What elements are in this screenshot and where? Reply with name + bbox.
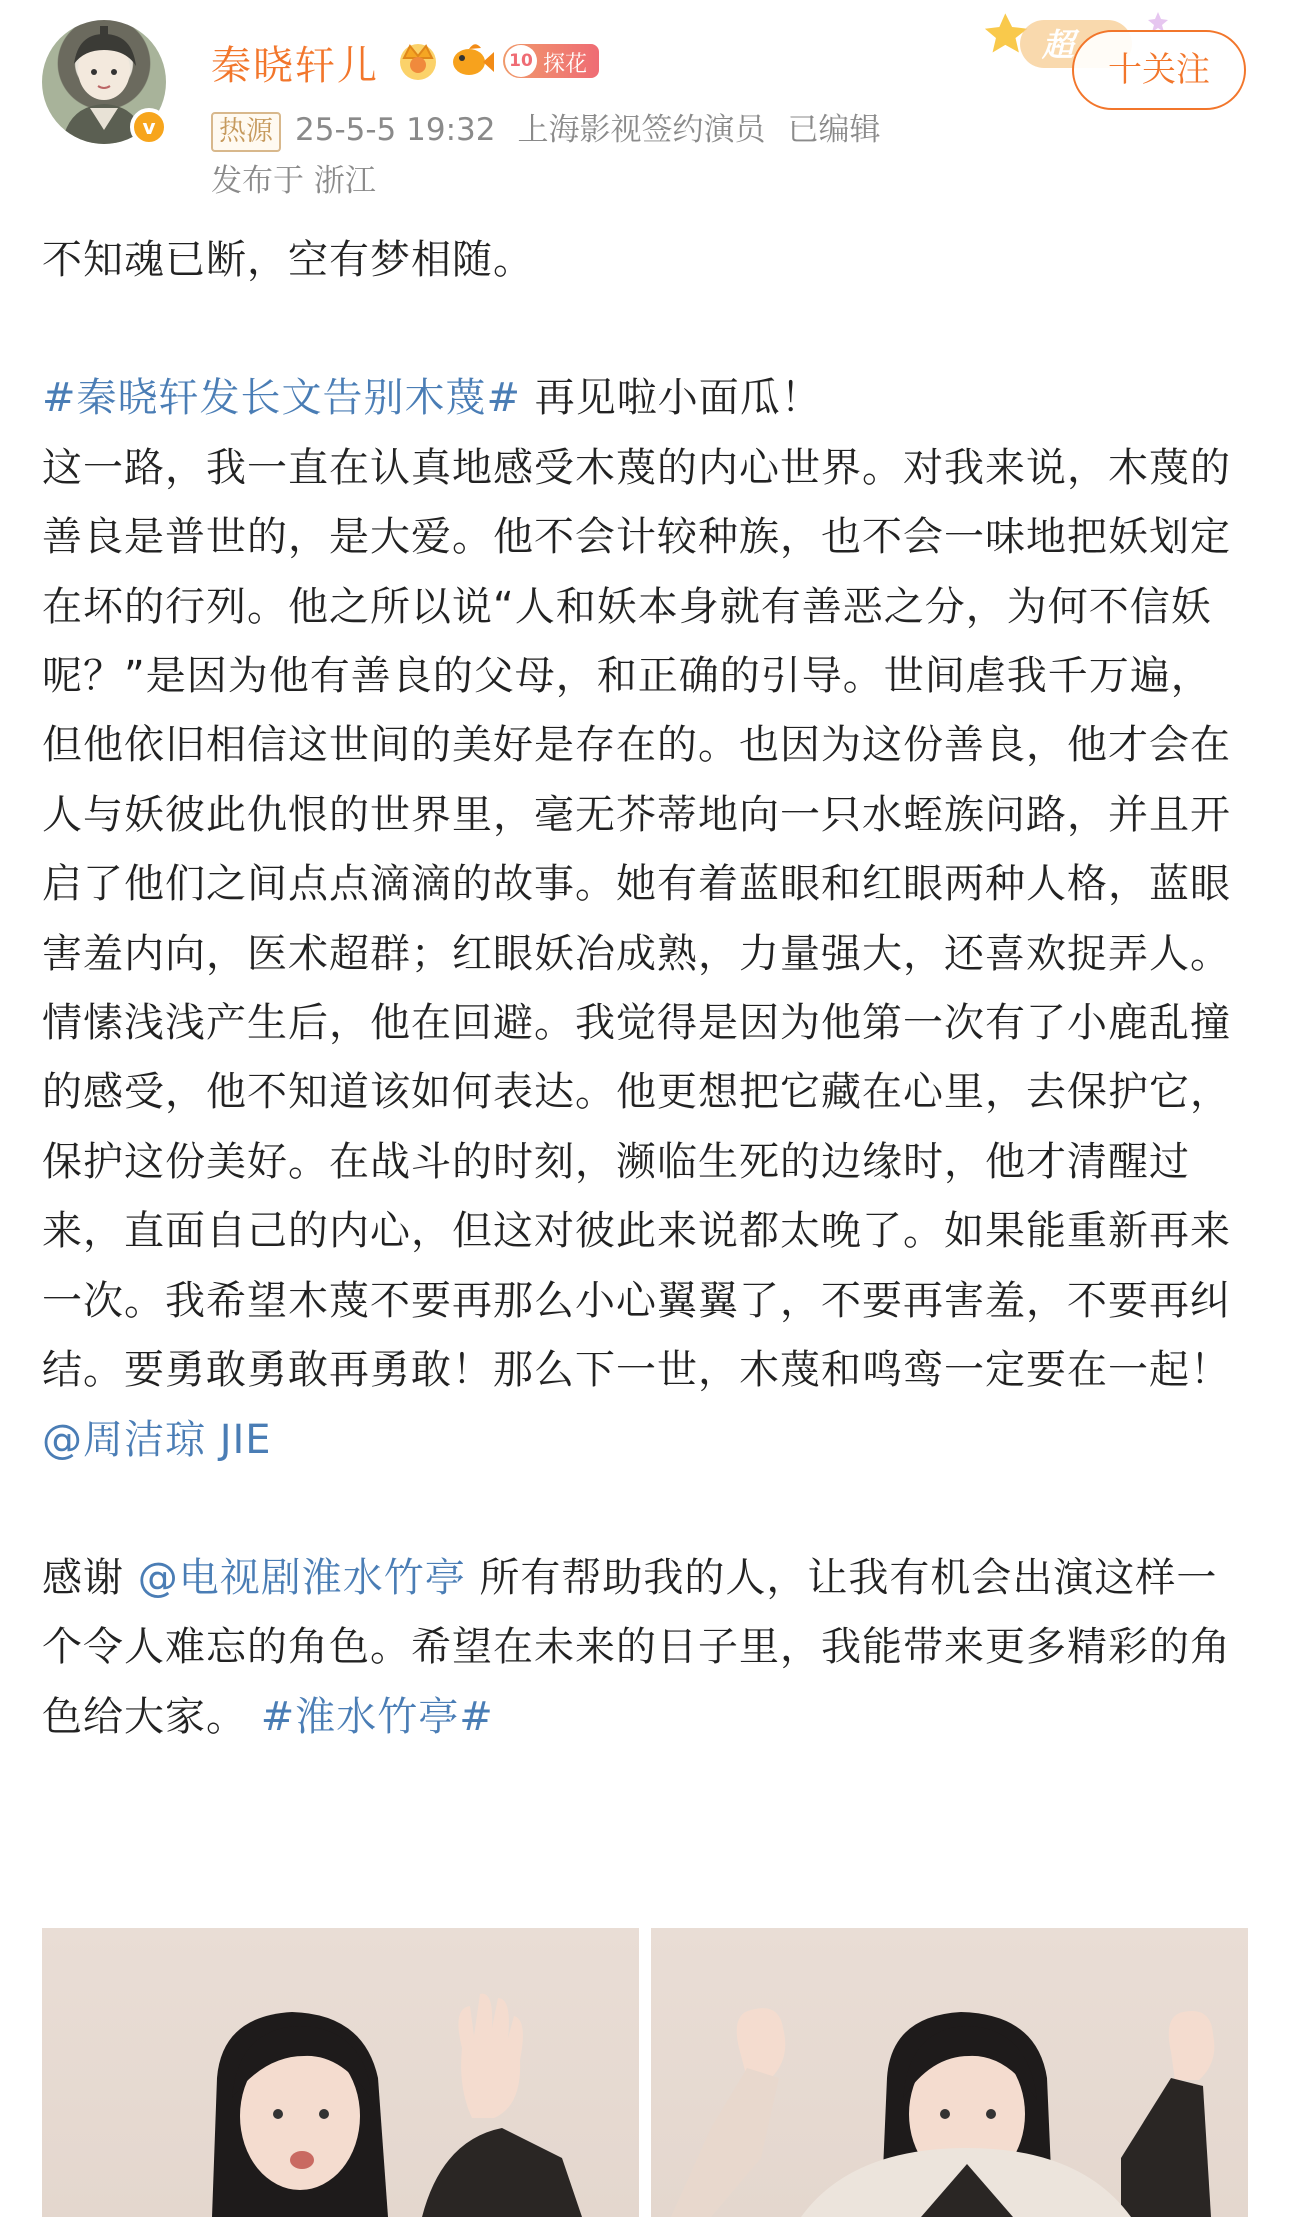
- username[interactable]: 秦晓轩儿: [211, 43, 379, 89]
- verified-icon: v: [130, 108, 168, 146]
- post-header: [0, 0, 1290, 210]
- post-content: [42, 226, 1252, 1752]
- photo-grid: [42, 1928, 1248, 2217]
- hashtag-suffix-text: 再见啦小面瓜！: [521, 375, 822, 422]
- thanks-body: 所有帮助我的人，让我有机会出演这样一个令人难忘的角色。希望在未来的日子里，我能带来更多精彩的角色给大家。: [42, 1554, 1231, 1740]
- hashtag-link[interactable]: #淮水竹亭#: [260, 1693, 494, 1740]
- honor-label: 探花: [543, 52, 588, 77]
- level-number: 10: [505, 45, 537, 77]
- post-timestamp: 25-5-5 19:32: [295, 112, 496, 148]
- author-title: 上海影视签约演员: [517, 112, 766, 148]
- thanks-prefix: 感谢: [42, 1554, 138, 1601]
- mention-link[interactable]: @电视剧淮水竹亭: [137, 1554, 466, 1601]
- mention-link[interactable]: @周洁琼 JIE: [42, 1416, 272, 1463]
- hashtag-link[interactable]: #秦晓轩发长文告别木蔑#: [42, 375, 522, 422]
- post-location: 发布于 浙江: [211, 163, 376, 199]
- post-paragraph-thanks: [42, 1544, 1252, 1752]
- follow-button[interactable]: 十关注: [1072, 30, 1246, 110]
- source-tag[interactable]: 热源: [211, 112, 281, 152]
- post-opening-line: 不知魂已断，空有梦相随。: [42, 237, 534, 283]
- super-badge-text: 超: [1042, 26, 1075, 64]
- post-paragraph-main: [42, 364, 1252, 1475]
- fish-badge-icon[interactable]: [449, 38, 495, 82]
- crown-badge-icon[interactable]: [395, 36, 441, 82]
- post-photo[interactable]: [651, 1928, 1248, 2217]
- honor-badge[interactable]: [503, 44, 599, 78]
- post-body-text: 这一路，我一直在认真地感受木蔑的内心世界。对我来说，木蔑的善良是普世的，是大爱。他不会计较种族，也不会一味地把妖划定在坏的行列。他之所以说“人和妖本身就有善恶之分，为何不信妖呢？”是因为他有善良的父母，和正确的引导。世间虐我千万遍，但他依旧相信这世间的美好是存在的。也因为这份善良，他才会在人与妖彼此仇恨的世界里，毫无芥蒂地向一只水蛭族问路，并且开启了他们之间点点滴滴的故事。她有着蓝眼和红眼两种人格，蓝眼害羞内向，医术超群；红眼妖冶成熟，力量强大，还喜欢捉弄人。情愫浅浅产生后，他在回避。我觉得是因为他第一次有了小鹿乱撞的感受，他不知道该如何表达。他更想把它藏在心里，去保护它，保护这份美好。在战斗的时刻，濒临生死的边缘时，他才清醒过来，直面自己的内心，但这对彼此来说都太晚了。如果能重新再来一次。我希望木蔑不要再那么小心翼翼了，不要再害羞，不要再纠结。要勇敢勇敢再勇敢！那么下一世，木蔑和鸣鸾一定要在一起！: [42, 444, 1231, 1394]
- post-meta: [211, 104, 880, 152]
- edited-label[interactable]: 已编辑: [787, 112, 881, 148]
- post-photo[interactable]: [42, 1928, 639, 2217]
